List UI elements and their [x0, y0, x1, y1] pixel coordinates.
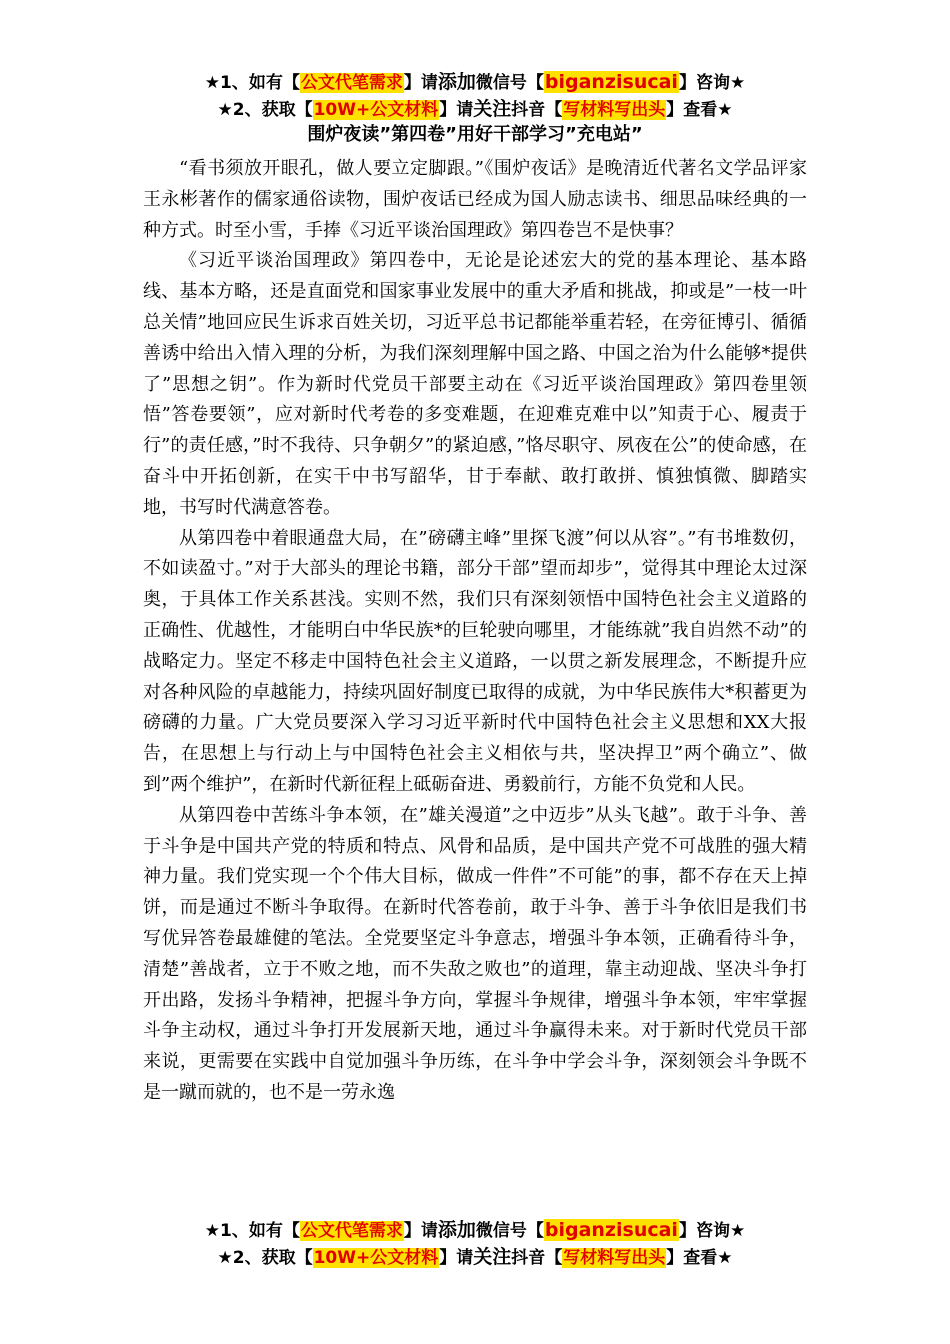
- banner-text: 】请: [403, 73, 438, 93]
- banner-text: 微信号【: [475, 73, 544, 93]
- paragraph: 《习近平谈治国理政》第四卷中，无论是论述宏大的党的基本理论、基本路线、基本方略，还是直面党和国家事业发展中的重大矛盾和挑战，抑或是”一枝一叶总关情”地回应民生诉求百姓关切，习近平总书记都能举重若轻，在旁征博引、循循善诱中给出入情入理的分析，为我们深刻理解中国之路、中国之治为什么能够*提供了”思想之钥”。作为新时代党员干部要主动在《习近平谈治国理政》第四卷里领悟”答卷要领”，应对新时代考卷的多变难题，在迎难克难中以”知责于心、履责于行”的责任感，”时不我待、只争朝夕”的紧迫感，”恪尽职守、夙夜在公”的使命感，在奋斗中开拓创新，在实干中书写韶华，甘于奉献、敢打敢拼、慎独慎微、脚踏实地，书写时代满意答卷。: [143, 250, 807, 518]
- banner-text: 】请: [439, 1248, 474, 1268]
- highlight-douyin: 写材料写出头: [563, 1248, 666, 1268]
- paragraph: 从第四卷中着眼通盘大局，在”磅礴主峰”里探飞渡”何以从容”。”有书堆数仞，不如读盈寸。”对于大部头的理论书籍，部分干部”望而却步”，觉得其中理论太过深奥，于具体工作关系甚浅。实则不然，我们只有深刻领悟中国特色社会主义道路的正确性、优越性，才能明白中华民族*的巨轮驶向哪里，才能练就”我自岿然不动”的战略定力。坚定不移走中国特色社会主义道路，一以贯之新发展理念，不断提升应对各种风险的卓越能力，持续巩固好制度已取得的成就，为中华民族伟大*积蓄更为磅礴的力量。广大党员要深入学习习近平新时代中国特色社会主义思想和XX大报告，在思想上与行动上与中国特色社会主义相依与共，坚决捍卫”两个确立”、做到”两个维护”，在新时代新征程上砥砺奋进、勇毅前行，方能不负党和人民。: [143, 527, 807, 795]
- highlight-materials: 10W+公文材料: [313, 1248, 439, 1268]
- emphasis-text: 关注: [473, 98, 512, 120]
- highlight-wechat-id: biganzisucai: [544, 1219, 678, 1241]
- paragraph: “看书须放开眼孔，做人要立定脚跟。”《围炉夜话》是晚清近代著名文学品评家王永彬著作的儒家通俗读物，围炉夜话已经成为国人励志读书、细思品味经典的一种方式。时至小雪，手捧《习近平谈治国理政》第四卷岂不是快事？: [143, 158, 807, 241]
- banner-text: ★1、如有【: [204, 1221, 300, 1241]
- banner-text: 】查看★: [666, 100, 733, 120]
- banner-line-1: [0, 69, 950, 96]
- footer-banner: [0, 1217, 950, 1271]
- banner-text: ★1、如有【: [204, 73, 300, 93]
- banner-text: 微信号【: [475, 1221, 544, 1241]
- banner-line-2: [0, 96, 950, 123]
- highlight-service: 公文代笔需求: [300, 73, 403, 93]
- banner-text: 】请: [403, 1221, 438, 1241]
- banner-text: ★2、获取【: [217, 1248, 313, 1268]
- header-banner: [0, 69, 950, 123]
- highlight-service: 公文代笔需求: [300, 1221, 403, 1241]
- document-body: [143, 154, 807, 1109]
- banner-text: ★2、获取【: [217, 100, 313, 120]
- banner-text: 】咨询★: [678, 1221, 746, 1241]
- banner-text: 抖音【: [511, 100, 563, 120]
- banner-text: 】咨询★: [678, 73, 746, 93]
- banner-text: 抖音【: [511, 1248, 563, 1268]
- highlight-materials: 10W+公文材料: [313, 100, 439, 120]
- emphasis-text: 添加: [437, 1219, 476, 1241]
- emphasis-text: 添加: [437, 71, 476, 93]
- paragraph: 从第四卷中苦练斗争本领，在”雄关漫道”之中迈步”从头飞越”。敢于斗争、善于斗争是中国共产党的特质和特点、风骨和品质，是中国共产党不可战胜的强大精神力量。我们党实现一个个伟大目标，做成一件件”不可能”的事，都不存在天上掉饼，而是通过不断斗争取得。在新时代答卷前，敢于斗争、善于斗争依旧是我们书写优异答卷最雄健的笔法。全党要坚定斗争意志，增强斗争本领，正确看待斗争，清楚”善战者，立于不败之地，而不失敌之败也”的道理，靠主动迎战、坚决斗争打开出路，发扬斗争精神，把握斗争方向，掌握斗争规律，增强斗争本领，牢牢掌握斗争主动权，通过斗争打开发展新天地，通过斗争赢得未来。对于新时代党员干部来说，更需要在实践中自觉加强斗争历练，在斗争中学会斗争，深刻领会斗争既不是一蹴而就的，也不是一劳永逸: [143, 804, 807, 1103]
- banner-text: 】查看★: [666, 1248, 733, 1268]
- highlight-wechat-id: biganzisucai: [544, 71, 678, 93]
- emphasis-text: 关注: [473, 1246, 512, 1268]
- document-title: 围炉夜读”第四卷”用好干部学习”充电站”: [307, 124, 643, 145]
- banner-line-1: [0, 1217, 950, 1244]
- banner-line-2: [0, 1244, 950, 1271]
- highlight-douyin: 写材料写出头: [563, 100, 666, 120]
- banner-text: 】请: [439, 100, 474, 120]
